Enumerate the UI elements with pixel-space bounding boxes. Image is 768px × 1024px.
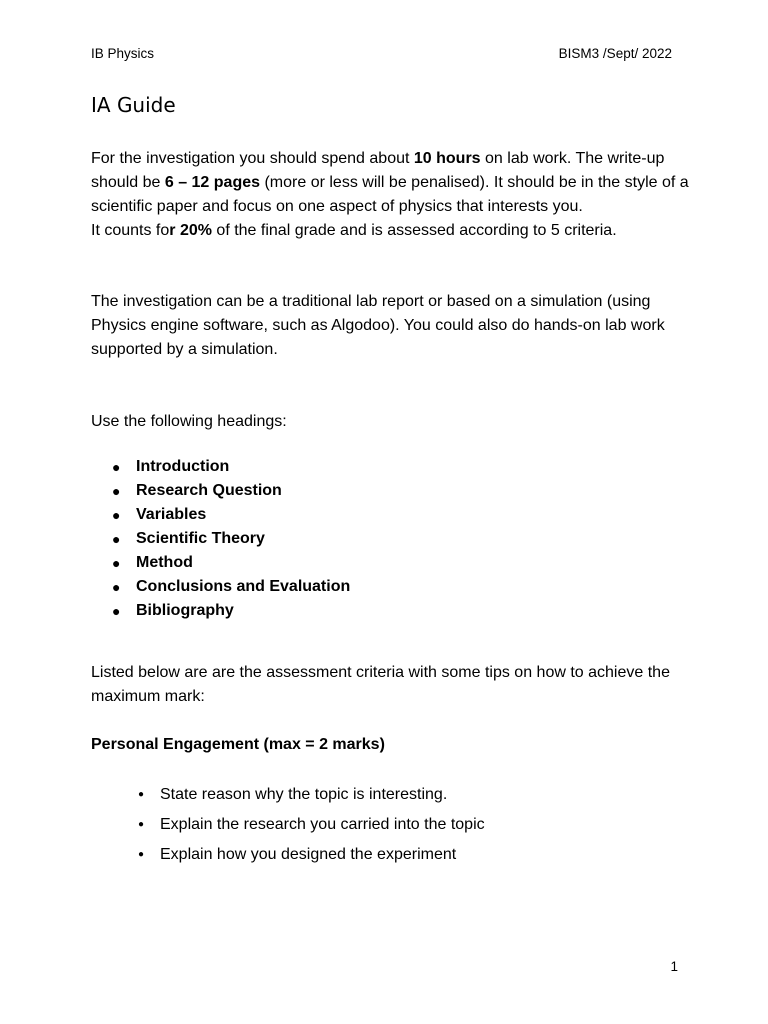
header-course: IB Physics (91, 46, 155, 61)
heading-label: Scientific Theory (136, 530, 265, 547)
headings-intro: Use the following headings: (91, 413, 287, 430)
bullet-icon: ● (112, 531, 121, 547)
tip-text: State reason why the topic is interesting. (160, 786, 448, 803)
list-item (112, 575, 350, 599)
list-item (112, 455, 350, 479)
heading-label: Conclusions and Evaluation (136, 578, 351, 595)
investigation-paragraph: The investigation can be a traditional lab report or based on a simulation (using Physics engine software, such as Algodoo). You could also do hands-on lab work supported by a simulation. (91, 293, 665, 358)
intro-paragraph (91, 147, 691, 243)
bullet-icon: ● (138, 849, 145, 860)
list-item (112, 503, 350, 527)
tip-text: Explain the research you carried into the topic (160, 816, 485, 833)
intro-text: (more or less will be penalised). It should be in the style of a scientific paper and focus on one aspect of physics that interests you. (91, 174, 689, 215)
list-item (112, 479, 350, 503)
list-item (138, 780, 485, 810)
headings-list (112, 455, 350, 623)
header-class-date: BISM3 /Sept/ 2022 (558, 46, 672, 61)
page-number: 1 (670, 959, 678, 974)
bullet-icon: ● (112, 603, 121, 619)
intro-text: on lab work. The write-up should be (91, 150, 665, 191)
heading-label: Bibliography (136, 602, 234, 619)
list-item (138, 840, 485, 870)
bullet-icon: ● (112, 555, 121, 571)
bullet-icon: ● (138, 819, 145, 830)
heading-label: Research Question (136, 482, 282, 499)
personal-engagement-heading: Personal Engagement (max = 2 marks) (91, 736, 385, 753)
intro-hours: 10 hours (413, 150, 481, 167)
heading-label: Method (136, 554, 193, 571)
list-item (138, 810, 485, 840)
heading-label: Introduction (136, 458, 230, 475)
heading-label: Variables (136, 506, 207, 523)
page-title: IA Guide (91, 93, 176, 117)
bullet-icon: ● (112, 459, 121, 475)
bullet-icon: ● (138, 789, 145, 800)
bullet-icon: ● (112, 579, 121, 595)
criteria-intro: Listed below are are the assessment criteria with some tips on how to achieve the maximum mark: (91, 664, 670, 705)
list-item (112, 599, 350, 623)
personal-engagement-tips (138, 780, 485, 870)
list-item (112, 527, 350, 551)
intro-text: For the investigation you should spend about (91, 150, 414, 167)
intro-text: of the final grade and is assessed according to 5 criteria. (211, 222, 617, 239)
bullet-icon: ● (112, 483, 121, 499)
bullet-icon: ● (112, 507, 121, 523)
list-item (112, 551, 350, 575)
intro-pages: 6 – 12 pages (164, 174, 261, 191)
intro-percentage: r 20% (169, 222, 212, 239)
tip-text: Explain how you designed the experiment (160, 846, 457, 863)
intro-text: It counts fo (91, 222, 170, 239)
